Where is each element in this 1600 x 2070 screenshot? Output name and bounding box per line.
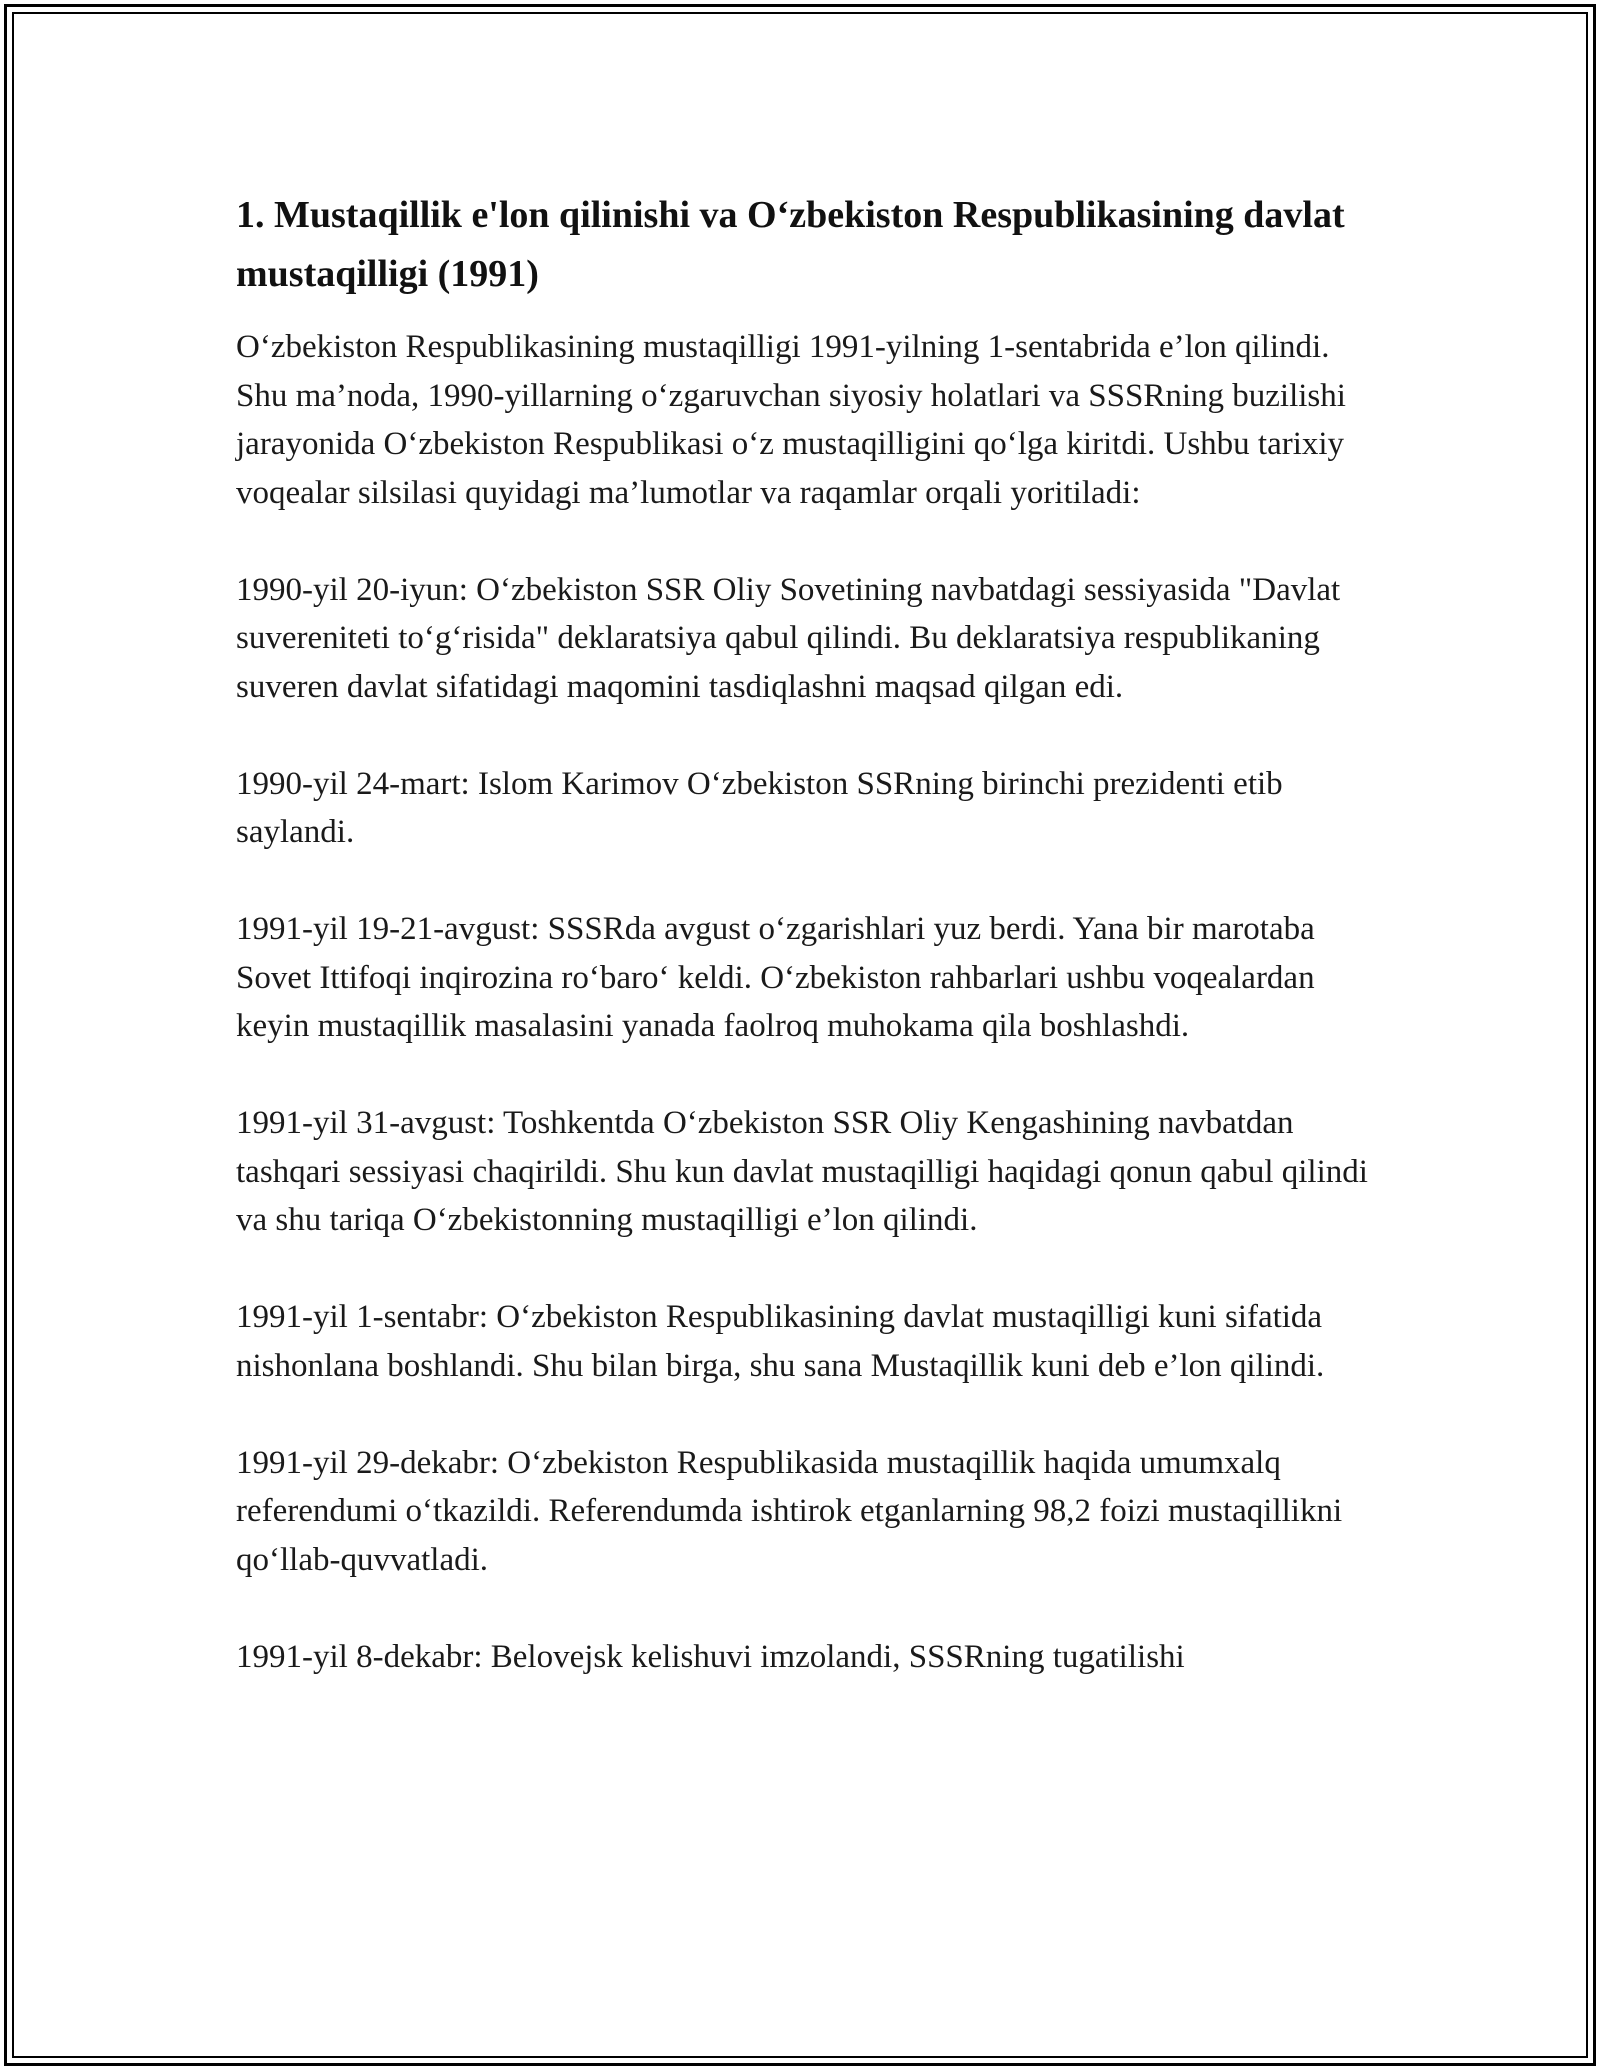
event-1991-august-19-21: 1991-yil 19-21-avgust: SSSRda avgust o‘zgarishlari yuz berdi. Yana bir marotaba Sovet Ittifoqi inqirozina ro‘baro‘ keldi. O‘zbekiston rahbarlari ushbu voqealardan keyin mustaqillik masalasini yanada faolroq muhokama qila boshlashdi. xyxy=(236,911,1315,1044)
document-body xyxy=(236,186,1376,1730)
event-1990-march-24: 1990-yil 24-mart: Islom Karimov O‘zbekiston SSRning birinchi prezidenti etib saylandi. xyxy=(236,765,1283,850)
intro-paragraph: O‘zbekiston Respublikasining mustaqilligi 1991-yilning 1-sentabrida e’lon qilindi. Shu ma’noda, 1990-yillarning o‘zgaruvchan siyosiy holatlari va SSSRning buzilishi jarayonida O‘zbekiston Respublikasi o‘z mustaqilligini qo‘lga kiritdi. Ushbu tarixiy voqealar silsilasi quyidagi ma’lumotlar va raqamlar orqali yoritiladi: xyxy=(236,329,1346,511)
event-1991-august-31: 1991-yil 31-avgust: Toshkentda O‘zbekiston SSR Oliy Kengashining navbatdan tashqari sessiyasi chaqirildi. Shu kun davlat mustaqilligi haqidagi qonun qabul qilindi va shu tariqa O‘zbekistonning mustaqilligi e’lon qilindi. xyxy=(236,1105,1368,1238)
event-1991-december-29: 1991-yil 29-dekabr: O‘zbekiston Respublikasida mustaqillik haqida umumxalq referendumi o‘tkazildi. Referendumda ishtirok etganlarning 98,2 foizi mustaqillikni qo‘llab-quvvatladi. xyxy=(236,1444,1343,1578)
event-1991-september-1: 1991-yil 1-sentabr: O‘zbekiston Respublikasining davlat mustaqilligi kuni sifatida nishonlana boshlandi. Shu bilan birga, shu sana Mustaqillik kuni deb e’lon qilindi. xyxy=(236,1299,1325,1384)
section-heading: 1. Mustaqillik e'lon qilinishi va O‘zbekiston Respublikasining davlat mustaqilligi (1991) xyxy=(236,194,1345,295)
event-1991-december-8: 1991-yil 8-dekabr: Belovejsk kelishuvi imzolandi, SSSRning tugatilishi xyxy=(236,1638,1185,1675)
event-1990-june-20: 1990-yil 20-iyun: O‘zbekiston SSR Oliy Sovetining navbatdagi sessiyasida "Davlat suvereniteti to‘g‘risida" deklaratsiya qabul qilindi. Bu deklaratsiya respublikaning suveren davlat sifatidagi maqomini tasdiqlashni maqsad qilgan edi. xyxy=(236,571,1341,705)
